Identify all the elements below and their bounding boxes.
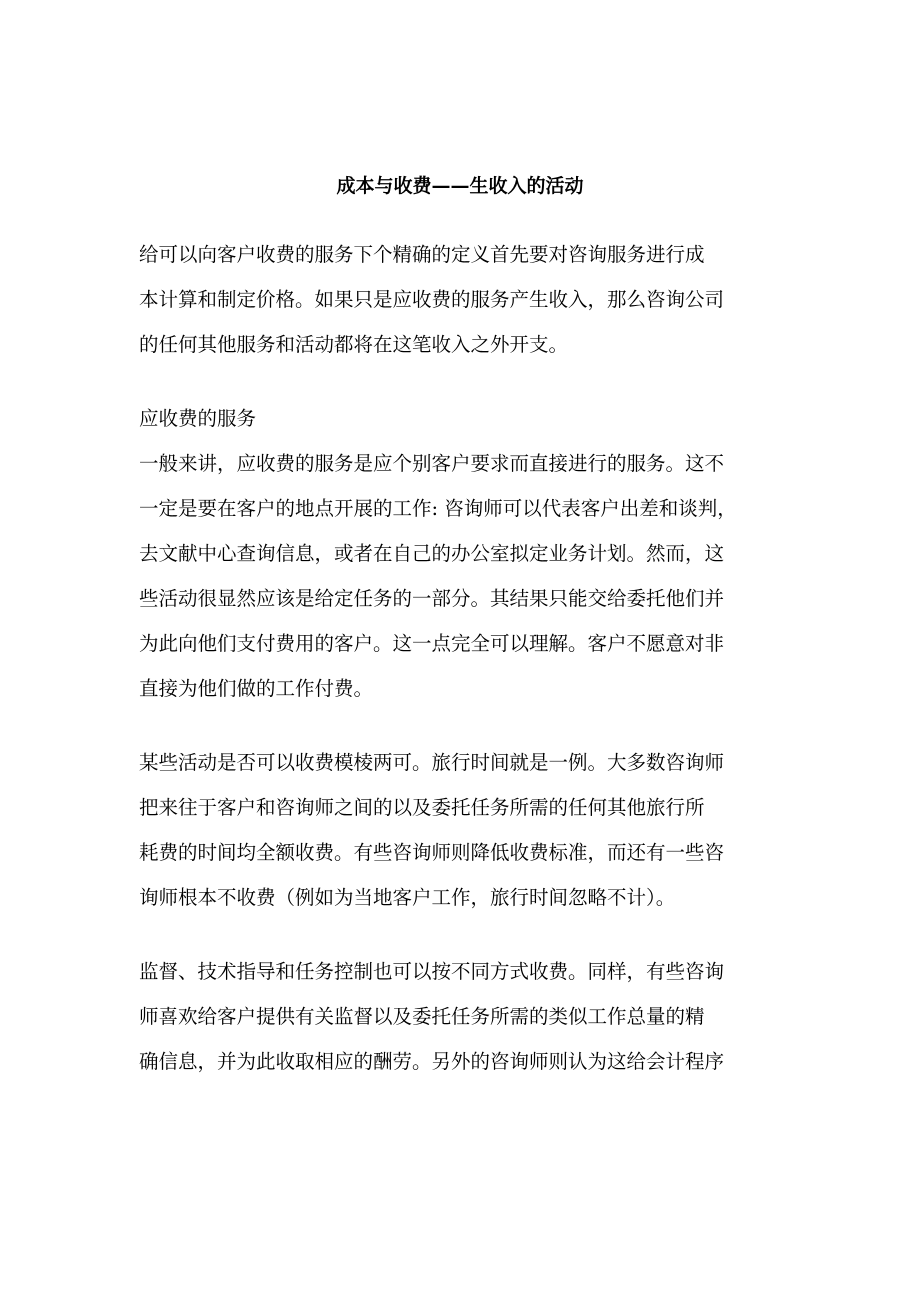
paragraph-1-line-3: 的任何其他服务和活动都将在这笔收入之外开支。 bbox=[139, 333, 569, 356]
document-title: 成本与收费——生收入的活动 bbox=[336, 175, 584, 197]
paragraph-2-line-4: 些活动很显然应该是给定任务的一部分。其结果只能交给委托他们并 bbox=[139, 587, 725, 610]
paragraph-1-line-1: 给可以向客户收费的服务下个精确的定义首先要对咨询服务进行成 bbox=[139, 243, 705, 266]
paragraph-2-line-5: 为此向他们支付费用的客户。这一点完全可以理解。客户不愿意对非 bbox=[139, 632, 725, 655]
paragraph-3-line-2: 把来往于客户和咨询师之间的以及委托任务所需的任何其他旅行所 bbox=[139, 796, 705, 819]
paragraph-2-line-2: 一定是要在客户的地点开展的工作: 咨询师可以代表客户出差和谈判， bbox=[139, 497, 737, 520]
paragraph-2-line-1: 一般来讲，应收费的服务是应个别客户要求而直接进行的服务。这不 bbox=[139, 452, 725, 475]
paragraph-1-line-2: 本计算和制定价格。如果只是应收费的服务产生收入，那么咨询公司 bbox=[139, 288, 725, 311]
paragraph-4-line-3: 确信息，并为此收取相应的酬劳。另外的咨询师则认为这给会计程序 bbox=[139, 1050, 725, 1073]
paragraph-3-line-4: 询师根本不收费（例如为当地客户工作，旅行时间忽略不计）。 bbox=[139, 886, 676, 909]
paragraph-3-line-3: 耗费的时间均全额收费。有些咨询师则降低收费标准，而还有一些咨 bbox=[139, 841, 725, 864]
paragraph-2-line-3: 去文献中心查询信息，或者在自己的办公室拟定业务计划。然而，这 bbox=[139, 542, 725, 565]
paragraph-3-line-1: 某些活动是否可以收费模棱两可。旅行时间就是一例。大多数咨询师 bbox=[139, 751, 725, 774]
section-heading: 应收费的服务 bbox=[139, 407, 257, 430]
paragraph-2-line-6: 直接为他们做的工作付费。 bbox=[139, 677, 374, 700]
paragraph-4-line-2: 师喜欢给客户提供有关监督以及委托任务所需的类似工作总量的精 bbox=[139, 1005, 705, 1028]
paragraph-4-line-1: 监督、技术指导和任务控制也可以按不同方式收费。同样，有些咨询 bbox=[139, 960, 725, 983]
